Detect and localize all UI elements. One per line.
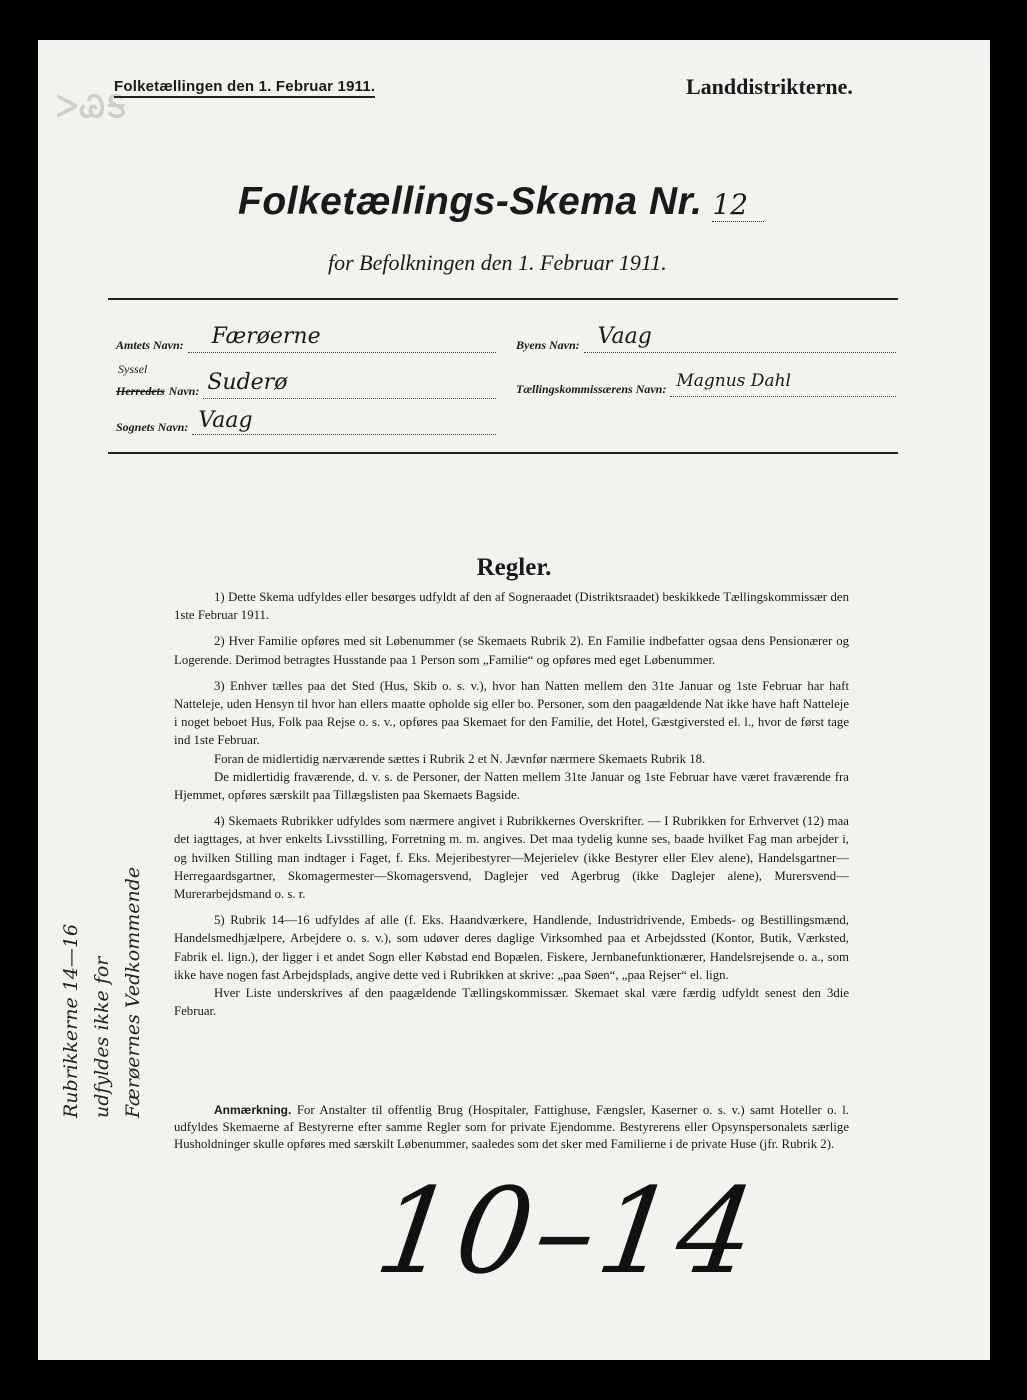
rule-1: 1) Dette Skema udfyldes eller besørges udfyldt af den af Sogneraadet (Distriktsraadet) beskikkede Tællingskommissær den 1ste Februar 1911. [174, 590, 849, 623]
field-sogn-label: Sognets Navn: [116, 420, 189, 434]
fields-bottom-rule [108, 452, 898, 454]
side-note-line-2: udfyldes ikke for [91, 956, 113, 1118]
field-byen [516, 324, 896, 353]
form-subtitle: for Befolkningen den 1. Februar 1911. [328, 250, 667, 275]
field-kommissaer [516, 371, 896, 397]
handwritten-side-note [56, 838, 149, 1118]
field-amt [116, 324, 496, 353]
field-herred-label: Navn: [168, 384, 200, 398]
field-kommissaer-value: Magnus Dahl [676, 371, 791, 391]
census-form-page [38, 40, 990, 1360]
field-amt-value: Færøerne [211, 324, 321, 349]
rules-text [174, 588, 849, 1028]
field-sogn [116, 408, 496, 435]
header-census-date: Folketællingen den 1. Februar 1911. [114, 78, 375, 98]
field-herred-label-struck: Herredets [116, 384, 165, 398]
side-note-line-1: Rubrikkerne 14—16 [60, 923, 82, 1118]
field-herred [116, 364, 496, 399]
header-district-type: Landdistrikterne. [686, 74, 853, 99]
field-amt-label: Amtets Navn: [116, 338, 184, 352]
field-kommissaer-label: Tællingskommissærens Navn: [516, 382, 667, 396]
rule-4: 4) Skemaets Rubrikker udfyldes som nærmere angivet i Rubrikkernes Overskrifter. — I Rubrikken for Erhvervet (12) maa det iagttages, at hver enkelts Livsstilling, Forretning m. m. angives. Det maa tydelig kunne ses, baade hvilket Fag man arbejder i, og hvilken Stilling man indtager i Faget, f. Eks. Mejeribestyrer—Mejerielev (ikke Bestyrer eller Elev alene), Handelsgartner—Herregaardsgartner, Skomagermester—Skomagersvend, Daglejer ved Agerbrug (ikke Daglejer alene), Murersvend—Murerarbejdsmand o. s. r. [174, 814, 849, 902]
rule-3-absent: De midlertidig fraværende, d. v. s. de Personer, der Natten mellem 31te Januar og 1ste Februar have været fraværende fra Hjemmet, opføres særskilt paa Tillægslisten paa Skemaets Bagside. [174, 769, 849, 803]
handwritten-range-number: 10–14 [368, 1162, 768, 1300]
rule-3-present: Foran de midlertidig nærværende sættes i Rubrik 2 et N. Jævnfør nærmere Skemaets Rubrik 18. [214, 751, 706, 766]
field-sogn-value: Vaag [198, 408, 253, 433]
field-byen-label: Byens Navn: [516, 338, 580, 352]
remark-label: Anmærkning. [214, 1103, 292, 1117]
rule-5-signature: Hver Liste underskrives af den paagældende Tællingskommissær. Skemaet skal være færdig udfyldt senest den 3die Februar. [174, 986, 849, 1019]
side-note-line-3: Færøernes Vedkommende [122, 866, 144, 1118]
rule-2: 2) Hver Familie opføres med sit Løbenummer (se Skemaets Rubrik 2). En Familie indbefatter ogsaa dens Pensionærer og Logerende. Derimod betragtes Husstande paa 1 Person som „Familie“ og opføres med eget Løbenummer. [174, 634, 849, 667]
form-title-text: Folketællings-Skema Nr. [238, 180, 703, 223]
form-title [238, 180, 764, 224]
faded-stamp: ᐳᏊᎦ [56, 91, 129, 124]
rule-3: 3) Enhver tælles paa det Sted (Hus, Skib o. s. v.), hvor han Natten mellem den 31te Januar og 1ste Februar har haft Natteleje, uden Hensyn til hvor han ellers maatte opholde sig eller bo. Personer, som den paagældende Nat ikke have haft Natteleje i noget beboet Hus, Folk paa Rejse o. s. v., opføres paa Skemaet for den Familie, det Hotel, Gæstgiversted el. l., hvor de først tage ind 1ste Februar. [174, 678, 849, 748]
rule-5: 5) Rubrik 14—16 udfyldes af alle (f. Eks. Haandværkere, Handlende, Industridrivende, Embeds- og Bestillingsmænd, Handelsmedhjælpere, Arbejdere o. s. v.), som udøver deres daglige Virksomhed paa et Arbejdssted (Kontor, Butik, Værksted, Fabrik el. lign.), der ligger i et andet Sogn eller Købstad end Bopælen. Fiskere, Jernbanefunktionærer, Handelsrejsende o. a., som ikke have nogen fast Arbejdsplads, angive dette ved i Rubrikken at skrive: „paa Søen“, „paa Rejser“ el. lign. [174, 913, 849, 982]
remark-text: For Anstalter til offentlig Brug (Hospitaler, Fattighuse, Fængsler, Kaserner o. s. v.) samt Hoteller o. l. udfyldes Skemaerne af Bestyrerne efter samme Regler som for private Ejendomme. Bestyrerens eller Opsynspersonalets særlige Husholdninger skulle opføres med særskilt Løbenummer, saaledes som det sker med Familierne i de private Huse (jfr. Rubrik 2). [174, 1103, 849, 1151]
remark [174, 1102, 849, 1153]
field-byen-value: Vaag [597, 324, 652, 349]
field-herred-value: Suderø [207, 370, 288, 395]
rules-heading: Regler. [476, 554, 552, 581]
top-rule [108, 298, 898, 300]
field-herred-handwritten-prefix: Syssel [118, 362, 148, 376]
form-number-handwritten: 12 [712, 188, 764, 222]
